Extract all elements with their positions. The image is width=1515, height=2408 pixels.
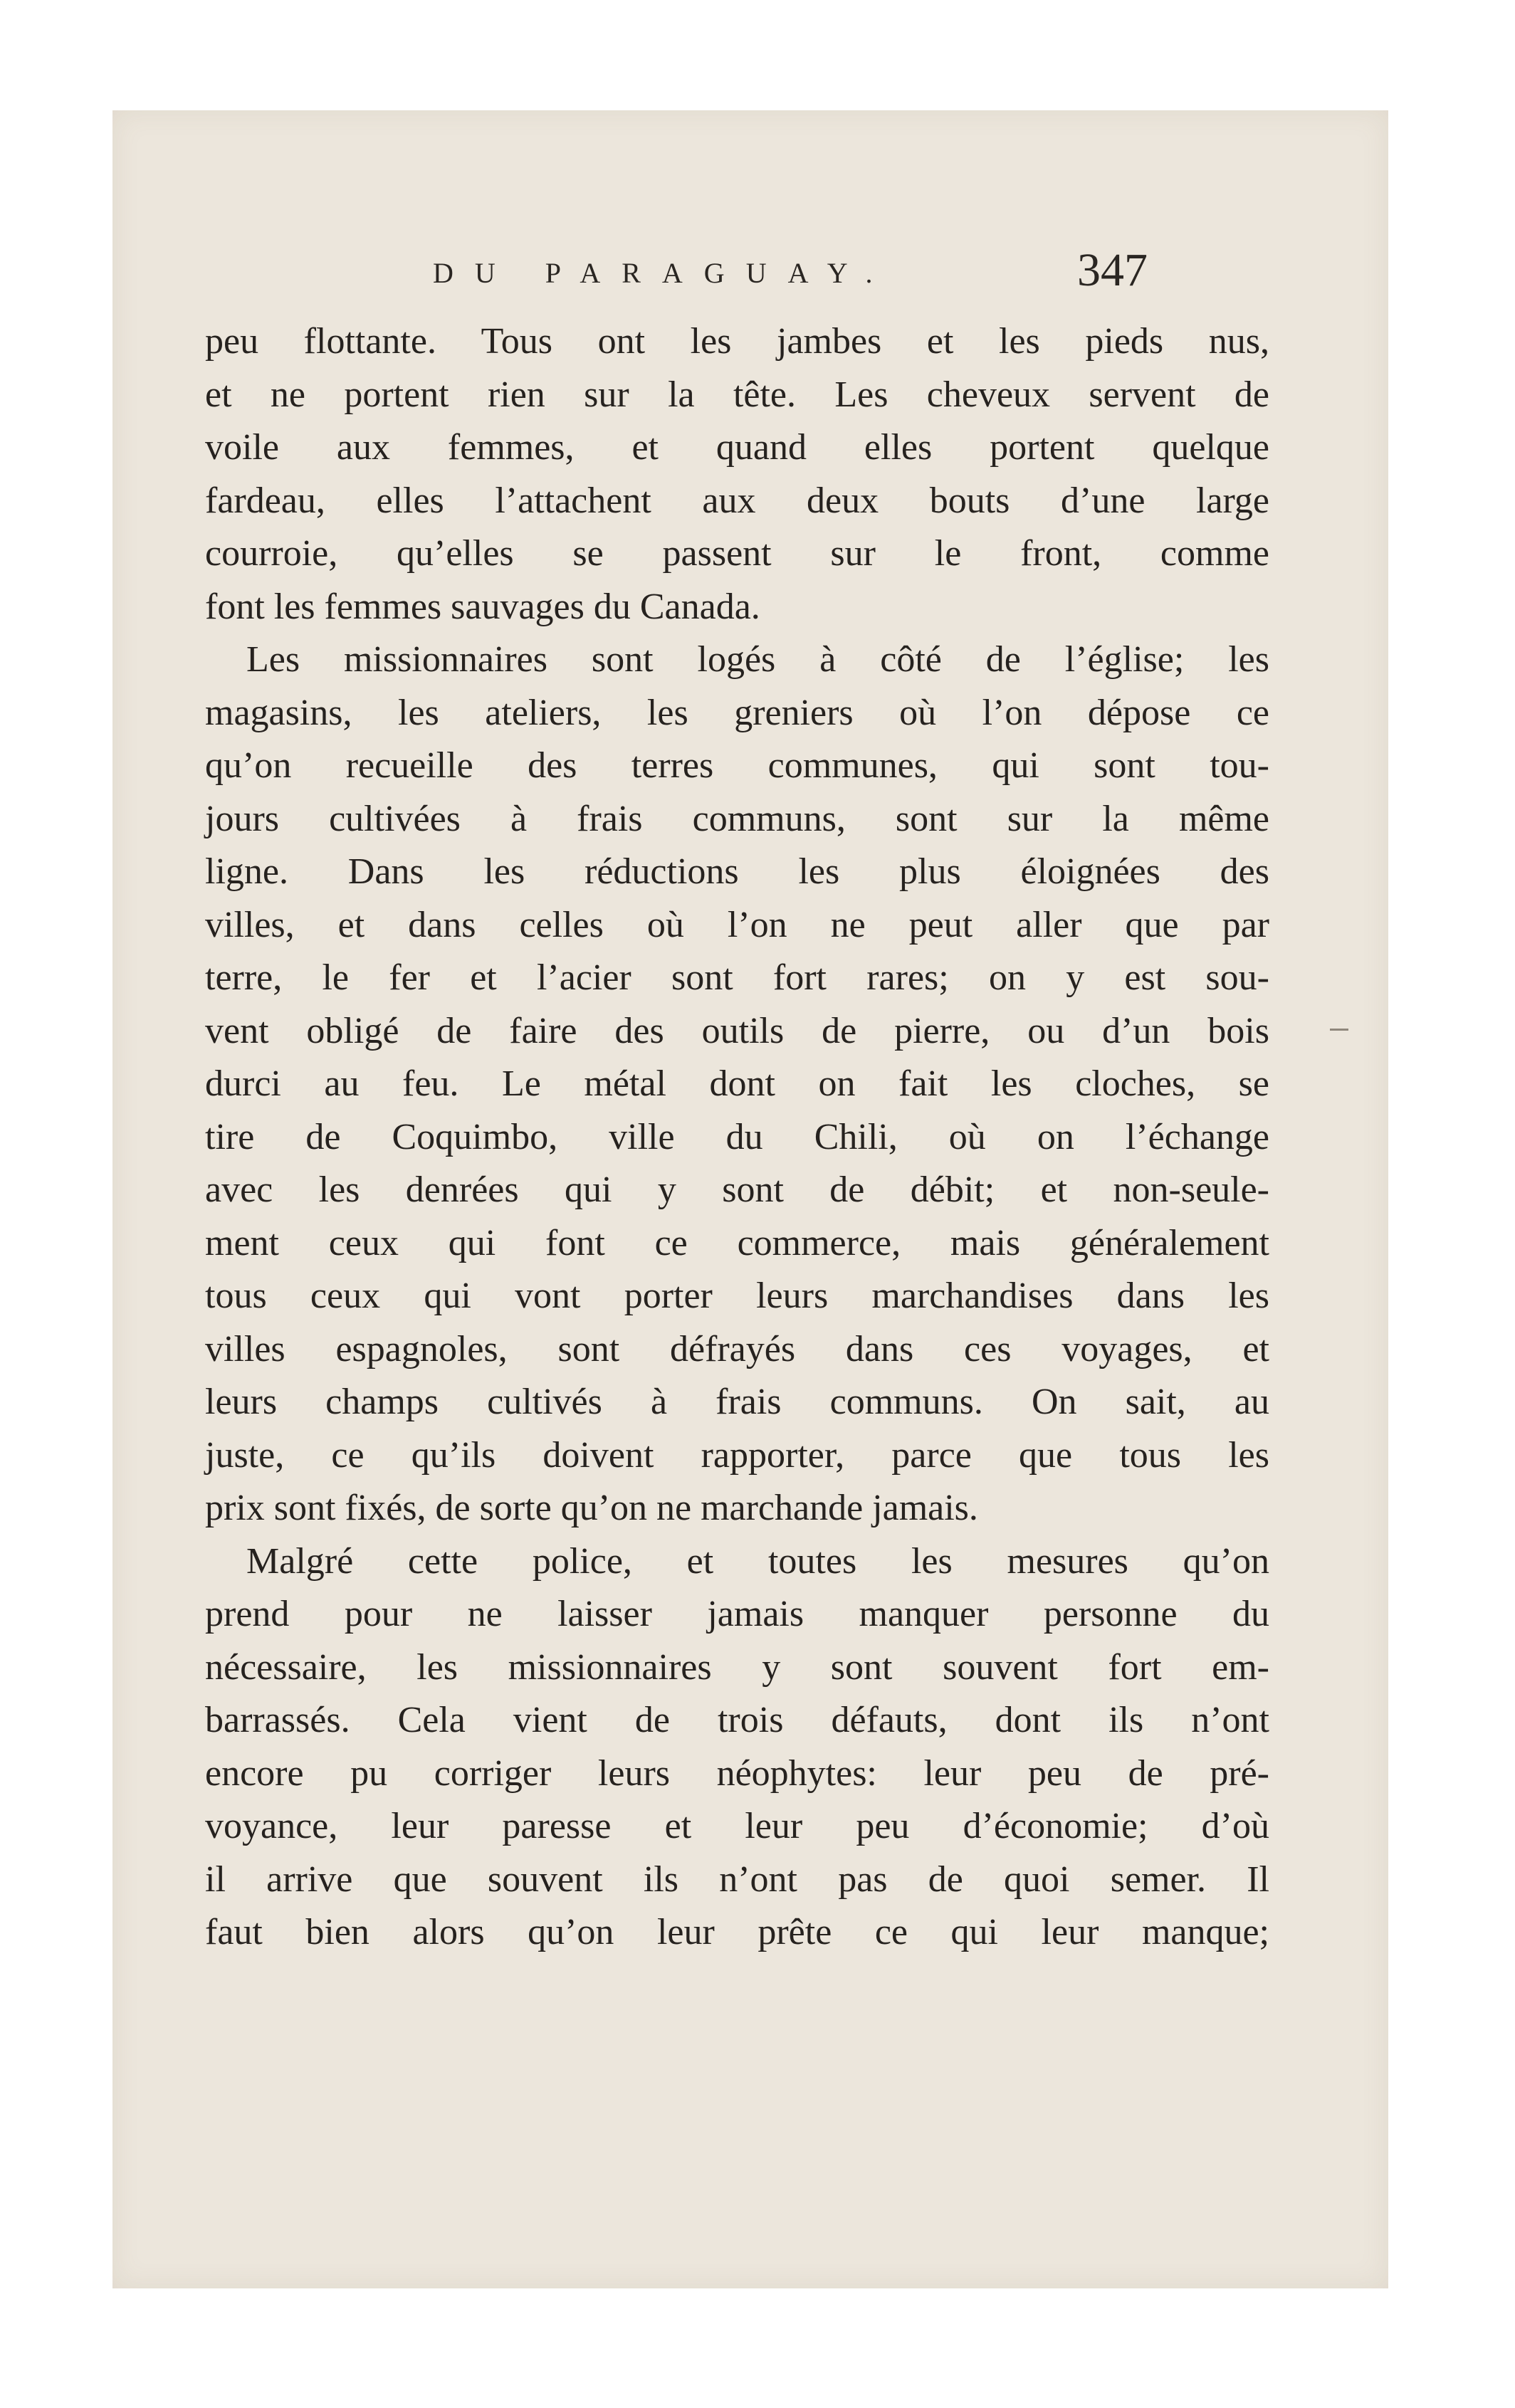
text-line: durci au feu. Le métal dont on fait les cloches, se	[205, 1063, 1269, 1104]
page-number: 347	[1077, 244, 1148, 296]
text-line: font les femmes sauvages du Canada.	[205, 586, 760, 627]
body-text	[205, 315, 1269, 1960]
running-title: DU PARAGUAY.	[433, 257, 894, 289]
text-line: encore pu corriger leurs néophytes: leur peu de pré-	[205, 1752, 1269, 1794]
text-line: courroie, qu’elles se passent sur le front, comme	[205, 533, 1269, 574]
text-line: terre, le fer et l’acier sont fort rares; on y est sou-	[205, 957, 1269, 998]
text-line: fardeau, elles l’attachent aux deux bouts d’une large	[205, 480, 1269, 521]
text-line: prix sont fixés, de sorte qu’on ne marchande jamais.	[205, 1488, 978, 1528]
text-line: juste, ce qu’ils doivent rapporter, parce que tous les	[205, 1434, 1269, 1476]
text-line: tire de Coquimbo, ville du Chili, où on l’échange	[205, 1116, 1269, 1157]
text-line: qu’on recueille des terres communes, qui sont tou-	[205, 745, 1269, 786]
text-line: voile aux femmes, et quand elles portent quelque	[205, 427, 1269, 468]
text-line: barrassés. Cela vient de trois défauts, dont ils n’ont	[205, 1700, 1269, 1740]
text-line: Malgré cette police, et toutes les mesures qu’on	[246, 1540, 1269, 1582]
text-line: il arrive que souvent ils n’ont pas de quoi semer. Il	[205, 1858, 1269, 1900]
text-line: ligne. Dans les réductions les plus éloignées des	[205, 851, 1269, 892]
text-line: peu flottante. Tous ont les jambes et les pieds nus,	[205, 321, 1269, 362]
text-line: ment ceux qui font ce commerce, mais généralement	[205, 1222, 1269, 1263]
text-line: jours cultivées à frais communs, sont sur la même	[205, 798, 1269, 839]
running-head	[112, 244, 1388, 306]
text-line: et ne portent rien sur la tête. Les cheveux servent de	[205, 374, 1269, 415]
text-line: vent obligé de faire des outils de pierre, ou d’un bois	[205, 1010, 1269, 1051]
text-line: prend pour ne laisser jamais manquer personne du	[205, 1594, 1269, 1634]
text-line: magasins, les ateliers, les greniers où l’on dépose ce	[205, 692, 1269, 733]
text-line: Les missionnaires sont logés à côté de l’église; les	[246, 639, 1269, 680]
text-line: tous ceux qui vont porter leurs marchandises dans les	[205, 1276, 1269, 1316]
text-line: villes, et dans celles où l’on ne peut aller que par	[205, 904, 1269, 945]
book-page	[112, 110, 1388, 2288]
text-line: voyance, leur paresse et leur peu d’économie; d’où	[205, 1806, 1269, 1846]
text-line: leurs champs cultivés à frais communs. On sait, au	[205, 1382, 1269, 1422]
text-line: villes espagnoles, sont défrayés dans ces voyages, et	[205, 1328, 1269, 1369]
text-line: nécessaire, les missionnaires y sont souvent fort em-	[205, 1646, 1269, 1688]
text-line: faut bien alors qu’on leur prête ce qui leur manque;	[205, 1912, 1269, 1952]
margin-mark	[1330, 1029, 1348, 1031]
text-line: avec les denrées qui y sont de débit; et non-seule-	[205, 1169, 1269, 1210]
